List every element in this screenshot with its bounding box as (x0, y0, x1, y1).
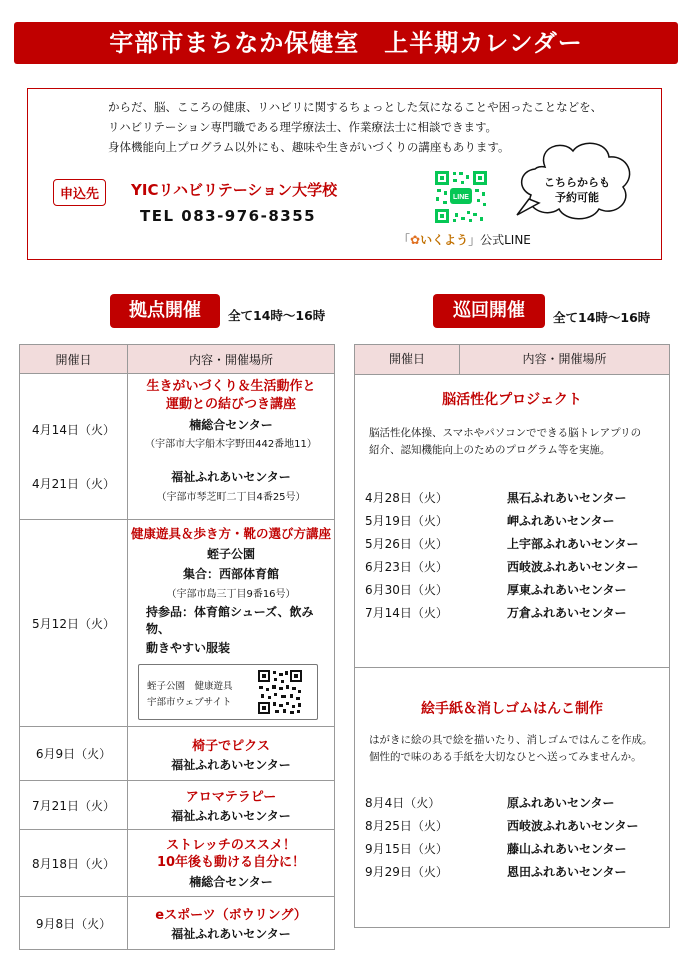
table-row (20, 781, 335, 830)
info-box (27, 88, 662, 260)
list-item (365, 792, 639, 815)
table-row (20, 897, 335, 950)
qr-caption: 宇部市ウェブサイト (147, 697, 232, 708)
table-row (20, 830, 335, 897)
tour-section-badge: 巡回開催 (433, 294, 545, 328)
tour-schedule-table (354, 344, 670, 928)
col-header-date: 開催日 (355, 345, 460, 374)
project-block (355, 375, 669, 668)
list-item (365, 556, 639, 579)
event-date: 8月4日（火） (365, 796, 441, 810)
list-item (365, 487, 639, 510)
line-brand-name: いくよう (420, 233, 469, 247)
intro-line: 身体機能向上プログラム以外にも、趣味や生きがいづくりの講座もあります。 (108, 140, 510, 154)
flower-icon: ✿ (410, 233, 421, 247)
event-venue: 蛭子公園 (206, 547, 255, 561)
event-venue: 原ふれあいセンター (507, 796, 615, 810)
meeting-point: 集合：西部体育館 (182, 567, 279, 581)
event-date: 9月29日（火） (365, 865, 448, 879)
intro-line: からだ、脳、こころの健康、リハビリに関するちょっとした気になることや困ったことなどを、 (108, 100, 603, 114)
event-venue: 西岐波ふれあいセンター (507, 819, 639, 833)
event-date: 9月15日（火） (365, 842, 448, 856)
event-venue: 福祉ふれあいセンター (171, 927, 291, 941)
event-date: 6月9日（火） (35, 747, 112, 761)
event-date: 6月30日（火） (365, 583, 448, 597)
event-date: 7月21日（火） (32, 798, 115, 813)
project-block (355, 668, 669, 928)
event-date: 4月28日（火） (365, 491, 448, 505)
project-title: 脳活性化プロジェクト (442, 392, 582, 408)
event-date: 9月8日（火） (35, 916, 112, 931)
list-item (365, 602, 639, 625)
table-row (20, 727, 335, 781)
list-item (365, 533, 639, 556)
items-to-bring: 持参品：体育館シューズ、飲み物、 (146, 605, 314, 636)
list-item (365, 815, 639, 838)
event-title: 椅子でピクス (192, 738, 270, 754)
table-row (20, 374, 335, 520)
organization-name: YICリハビリテーション大学校 (131, 181, 338, 199)
event-date: 8月18日（火） (32, 856, 115, 871)
park-qr-box (138, 664, 318, 720)
park-website-qr-code[interactable] (257, 669, 303, 715)
event-title: アロマテラピー (185, 790, 277, 805)
event-venue: 藤山ふれあいセンター (507, 842, 627, 856)
list-item (365, 838, 639, 861)
base-section-time: 全て14時～16時 (228, 308, 326, 323)
cloud-text: こちらからも 予約可能 (544, 176, 610, 204)
event-date: 7月14日（火） (365, 606, 448, 620)
tour-section-time: 全て14時～16時 (553, 310, 651, 325)
event-venue: 福祉ふれあいセンター (171, 757, 291, 772)
intro-line: リハビリテーション専門職である理学療法士、作業療法士に相談できます。 (108, 120, 498, 134)
event-venue: 西岐波ふれあいセンター (507, 560, 639, 574)
event-address: （宇部市島三丁目9番16号） (166, 589, 296, 600)
apply-badge: 申込先 (53, 179, 106, 206)
project-description: はがきに絵の具で絵を描いたり、消しゴムではんこを作成。 個性的で味のある手紙を大切なひとへ送ってみませんか。 (369, 734, 653, 763)
project-title: 絵手紙＆消しゴムはんこ制作 (421, 701, 603, 717)
telephone-number: TEL 083-976-8355 (140, 207, 317, 225)
base-schedule-table (19, 344, 335, 950)
line-qr-label: LINE (453, 194, 469, 201)
qr-caption: 蛭子公園 健康遊具 (147, 681, 233, 692)
event-date: 8月25日（火） (365, 819, 448, 833)
event-address: （宇部市大字船木字野田442番地11） (145, 439, 317, 450)
event-venue: 楠総合センター (189, 874, 273, 889)
event-address: （宇部市琴芝町二丁目4番25号） (156, 492, 306, 503)
event-venue: 岬ふれあいセンター (507, 514, 615, 528)
col-header-date: 開催日 (20, 345, 128, 374)
col-header-content: 内容・開催場所 (522, 352, 607, 366)
event-venue: 厚東ふれあいセンター (507, 583, 627, 597)
event-date: 5月19日（火） (365, 514, 448, 528)
event-title: eスポーツ（ボウリング） (155, 908, 307, 923)
event-venue: 上宇部ふれあいセンター (507, 537, 639, 551)
project-description: 脳活性化体操、スマホやパソコンでできる脳トレアプリの 紹介、認知機能向上のためのプログラム等を実施。 (369, 427, 642, 456)
event-date: 4月14日（火） (32, 423, 115, 437)
col-header-content: 内容・開催場所 (128, 345, 335, 374)
line-caption: 「✿いくよう」公式LINE (398, 233, 531, 247)
event-date: 6月23日（火） (365, 560, 448, 574)
event-venue: 黒石ふれあいセンター (507, 491, 627, 505)
list-item (365, 510, 639, 533)
event-title: ストレッチのススメ！ 10年後も動ける自分に！ (156, 837, 306, 870)
table-row (20, 520, 335, 727)
event-date: 5月12日（火） (32, 616, 115, 631)
list-item (365, 861, 639, 884)
event-date: 5月26日（火） (365, 537, 448, 551)
event-venue: 恩田ふれあいセンター (507, 865, 627, 879)
event-venue: 楠総合センター (189, 418, 273, 432)
line-qr-code[interactable] (433, 169, 489, 225)
event-title: 健康遊具＆歩き方・靴の選び方講座 (130, 526, 331, 541)
event-venue: 福祉ふれあいセンター (171, 470, 291, 484)
event-date: 4月21日（火） (32, 477, 115, 491)
page-title: 宇部市まちなか保健室 上半期カレンダー (14, 22, 678, 64)
list-item (365, 579, 639, 602)
event-venue: 万倉ふれあいセンター (507, 606, 627, 620)
items-to-bring: 動きやすい服装 (146, 641, 231, 655)
event-venue: 福祉ふれあいセンター (171, 809, 291, 823)
event-title: 生きがいづくり＆生活動作と 運動との結びつき講座 (146, 379, 316, 412)
base-section-badge: 拠点開催 (110, 294, 220, 328)
